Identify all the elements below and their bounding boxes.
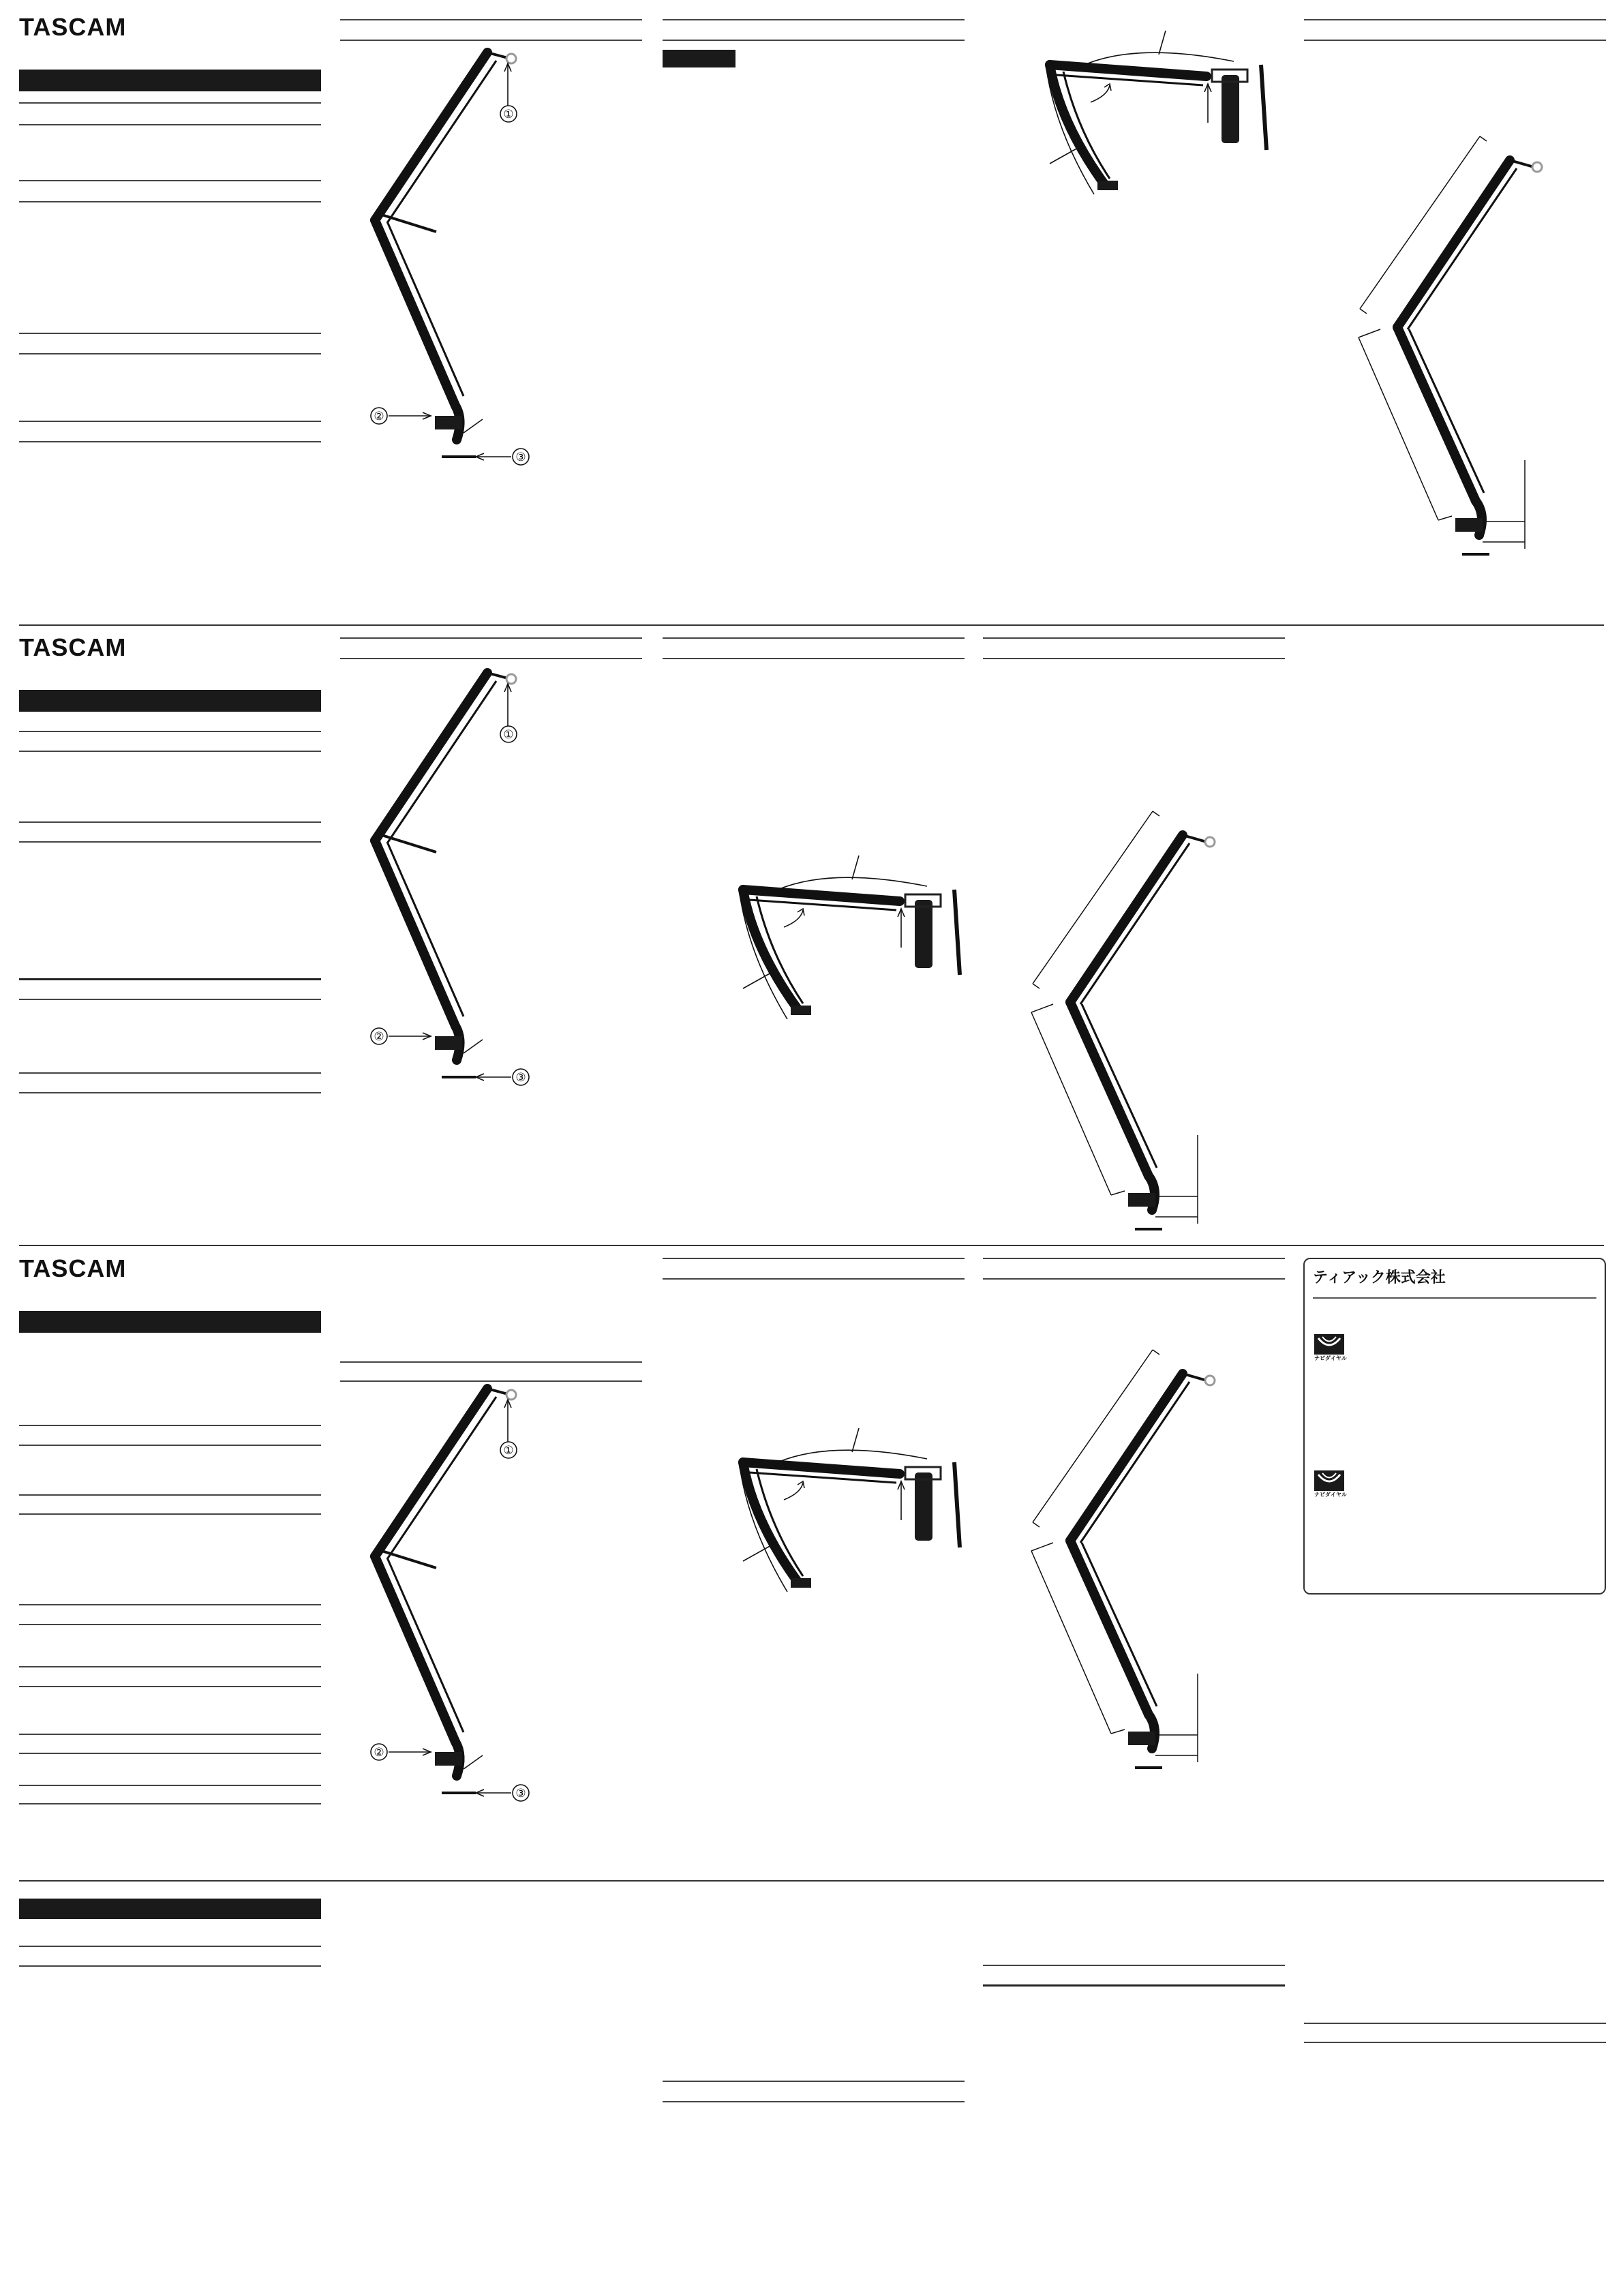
boom-arm-dimensions-figure xyxy=(1026,808,1230,1244)
section-rule xyxy=(19,1494,321,1496)
callout-2: ② xyxy=(374,1746,384,1759)
section-rule xyxy=(19,821,321,823)
navi-dial-label: ナビダイヤル xyxy=(1314,1355,1347,1361)
boom-arm-figure xyxy=(354,658,559,1101)
section-rule xyxy=(663,19,965,20)
section-rule xyxy=(663,2101,965,2102)
section-rule xyxy=(983,1258,1285,1259)
callout-3: ③ xyxy=(515,451,526,464)
navi-dial-logo xyxy=(1314,1334,1348,1365)
section-rule xyxy=(19,1072,321,1074)
section-rule xyxy=(1304,2042,1606,2043)
section-rule xyxy=(19,441,321,442)
section-rule xyxy=(19,999,321,1000)
section-rule xyxy=(19,1425,321,1426)
section-rule xyxy=(983,658,1285,659)
tascam-logo-panel-2: TASCAM xyxy=(19,633,127,661)
section-rule xyxy=(19,1624,321,1625)
section-rule xyxy=(19,102,321,104)
section-header-bar xyxy=(19,690,321,712)
page-divider xyxy=(19,1880,1604,1882)
section-rule xyxy=(983,1984,1285,1987)
section-rule xyxy=(1304,40,1606,41)
section-rule xyxy=(983,1965,1285,1966)
section-rule xyxy=(663,40,965,41)
section-rule xyxy=(19,731,321,732)
boom-arm-figure xyxy=(354,1374,559,1817)
section-rule xyxy=(19,1946,321,1947)
section-rule xyxy=(983,1278,1285,1280)
section-rule xyxy=(663,1258,965,1259)
section-rule xyxy=(19,1785,321,1786)
section-rule xyxy=(19,1092,321,1093)
boom-with-microphone-figure xyxy=(1029,27,1288,225)
section-rule xyxy=(983,637,1285,639)
section-rule xyxy=(19,1445,321,1446)
callout-2: ② xyxy=(374,410,384,423)
section-rule xyxy=(19,1965,321,1967)
section-rule xyxy=(19,1604,321,1605)
section-rule xyxy=(19,1803,321,1804)
support-contact-box xyxy=(1303,1258,1606,1595)
navi-dial-icon xyxy=(1314,1334,1344,1355)
section-rule xyxy=(663,637,965,639)
section-rule xyxy=(19,353,321,354)
section-rule xyxy=(340,1361,642,1363)
section-rule xyxy=(19,1753,321,1754)
section-header-bar xyxy=(19,1899,321,1919)
boom-arm-dimensions-figure xyxy=(1026,1346,1230,1783)
section-rule xyxy=(19,1686,321,1687)
callout-1: ① xyxy=(503,728,514,742)
section-rule xyxy=(19,1666,321,1667)
box-rule xyxy=(1313,1297,1596,1299)
section-rule xyxy=(1304,2023,1606,2024)
callout-2: ② xyxy=(374,1030,384,1044)
tascam-logo-panel-1: TASCAM xyxy=(19,13,127,41)
company-name: ティアック株式会社 xyxy=(1313,1269,1446,1286)
section-rule xyxy=(19,124,321,125)
section-rule xyxy=(19,1513,321,1515)
section-header-bar xyxy=(19,70,321,91)
section-rule xyxy=(19,841,321,843)
section-rule xyxy=(19,201,321,202)
boom-arm-dimensions-figure xyxy=(1353,133,1558,569)
callout-1: ① xyxy=(503,108,514,121)
boom-with-microphone-figure xyxy=(723,1425,982,1622)
section-rule xyxy=(663,1278,965,1280)
section-rule xyxy=(19,1734,321,1735)
tascam-logo-panel-3: TASCAM xyxy=(19,1254,127,1282)
section-rule xyxy=(19,421,321,422)
page-divider xyxy=(19,624,1604,626)
navi-dial-logo xyxy=(1314,1470,1348,1502)
section-header-bar xyxy=(663,50,735,67)
boom-arm-figure xyxy=(354,37,559,481)
section-rule xyxy=(1304,19,1606,20)
section-rule xyxy=(19,180,321,181)
section-header-bar xyxy=(19,1311,321,1333)
section-rule xyxy=(663,658,965,659)
section-rule xyxy=(340,637,642,639)
boom-with-microphone-figure xyxy=(723,852,982,1050)
section-rule xyxy=(19,333,321,334)
callout-3: ③ xyxy=(515,1787,526,1800)
callout-1: ① xyxy=(503,1444,514,1457)
callout-3: ③ xyxy=(515,1071,526,1085)
section-rule xyxy=(19,751,321,752)
section-rule xyxy=(663,2081,965,2082)
navi-dial-icon xyxy=(1314,1470,1344,1491)
section-rule xyxy=(19,978,321,980)
section-rule xyxy=(340,19,642,20)
page-divider xyxy=(19,1245,1604,1246)
navi-dial-label: ナビダイヤル xyxy=(1314,1492,1347,1498)
